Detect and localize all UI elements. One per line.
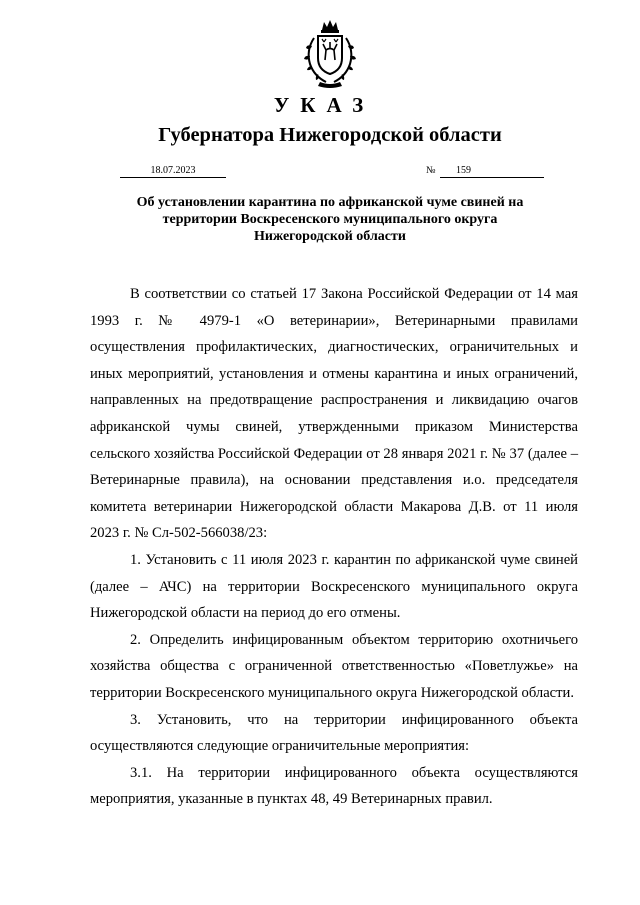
- document-type-title: УКАЗ: [273, 93, 375, 117]
- document-body: [90, 281, 578, 813]
- issuer-title: Губернатора Нижегородской области: [158, 124, 502, 146]
- coat-of-arms-icon: [300, 20, 360, 88]
- document-subject: Об установлении карантина по африканской чуме свиней на территории Воскресенского муниципального округа Нижегородской области: [136, 195, 524, 244]
- number-sign: №: [426, 165, 436, 176]
- paragraph-1: 1. Установить с 11 июля 2023 г. карантин по африканской чуме свиней (далее – АЧС) на территории Воскресенского муниципального округа Нижегородской области на период до его отмены.: [90, 551, 578, 622]
- document-date: 18.07.2023: [120, 165, 226, 178]
- paragraph-preamble: В соответствии со статьей 17 Закона Российской Федерации от 14 мая 1993 г. № 4979-1 «О ветеринарии», Ветеринарными правилами осуществления профилактических, диагностических, ограничительных и иных мероприятий, установления и отмены карантина и иных ограничений, направленных на предотвращение распространения и ликвидацию очагов африканской чумы свиней, утвержденными приказом Министерства сельского хозяйства Российской Федерации от 28 января 2021 г. № 37 (далее – Ветеринарные правила), на основании представления и.о. председателя комитета ветеринарии Нижегородской области Макарова Д.В. от 11 июля 2023 г. № Сл-502-566038/23:: [90, 286, 578, 542]
- paragraph-2: 2. Определить инфицированным объектом территорию охотничьего хозяйства общества с ограниченной ответственностью «Поветлужье» на территории Воскресенского муниципального округа Нижегородской области.: [90, 631, 578, 701]
- document-number: 159: [456, 165, 471, 176]
- document-number-field: [440, 165, 544, 178]
- paragraph-3-1: 3.1. На территории инфицированного объекта осуществляются мероприятия, указанные в пунктах 48, 49 Ветеринарных правил.: [90, 764, 578, 808]
- paragraph-3: 3. Установить, что на территории инфицированного объекта осуществляются следующие ограничительные мероприятия:: [90, 711, 578, 755]
